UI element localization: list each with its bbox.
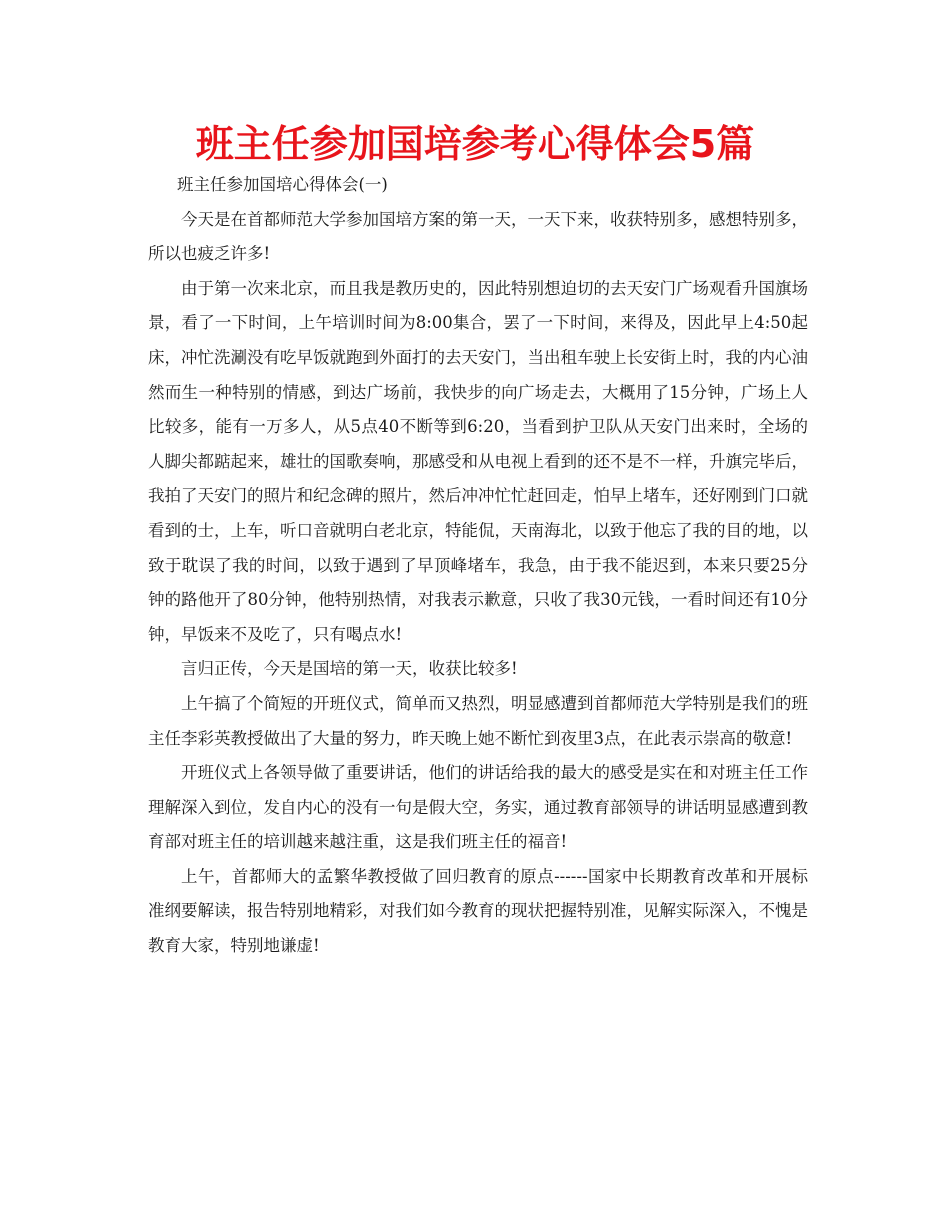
paragraph: 上午搞了个简短的开班仪式，简单而又热烈，明显感遭到首都师范大学特别是我们的班主任李彩英教授做出了大量的努力，昨天晚上她不断忙到夜里3点，在此表示崇高的敬意! (148, 693, 808, 748)
section-heading: 班主任参加国培心得体会(一) (177, 175, 388, 194)
document-title: 班主任参加国培参考心得体会5篇 (195, 122, 755, 166)
paragraph: 上午，首都师大的孟繁华教授做了回归教育的原点------国家中长期教育改革和开展标准纲要解读，报告特别地精彩，对我们如今教育的现状把握特别准，见解实际深入，不愧是教育大家，特别地谦虚! (148, 866, 808, 956)
paragraph: 由于第一次来北京，而且我是教历史的，因此特别想迫切的去天安门广场观看升国旗场景，看了一下时间，上午培训时间为8:00集合，罢了一下时间，来得及，因此早上4:50起床，冲忙洗涮没有吃早饭就跑到外面打的去天安门，当出租车驶上长安街上时，我的内心油然而生一种特别的情感，到达广场前，我快步的向广场走去，大概用了15分钟，广场上人比较多，能有一万多人，从5点40不断等到6:20，当看到护卫队从天安门出来时，全场的人脚尖都踮起来，雄壮的国歌奏响，那感受和从电视上看到的还不是不一样，升旗完毕后，我拍了天安门的照片和纪念碑的照片，然后冲冲忙忙赶回走，怕早上堵车，还好刚到门口就看到的士，上车，听口音就明白老北京，特能侃，天南海北，以致于他忘了我的目的地，以致于耽误了我的时间，以致于遇到了早顶峰堵车，我急，由于我不能迟到，本来只要25分钟的路他开了80分钟，他特别热情，对我表示歉意，只收了我30元钱，一看时间还有10分钟，早饭来不及吃了，只有喝点水! (148, 278, 808, 644)
document-body (148, 168, 808, 964)
paragraph: 开班仪式上各领导做了重要讲话，他们的讲话给我的最大的感受是实在和对班主任工作理解深入到位，发自内心的没有一句是假大空，务实，通过教育部领导的讲话明显感遭到教育部对班主任的培训越来越注重，这是我们班主任的福音! (148, 763, 808, 852)
paragraph: 言归正传，今天是国培的第一天，收获比较多! (181, 659, 518, 679)
paragraph: 今天是在首都师范大学参加国培方案的第一天，一天下来，收获特别多，感想特别多，所以也疲乏许多! (148, 209, 808, 264)
